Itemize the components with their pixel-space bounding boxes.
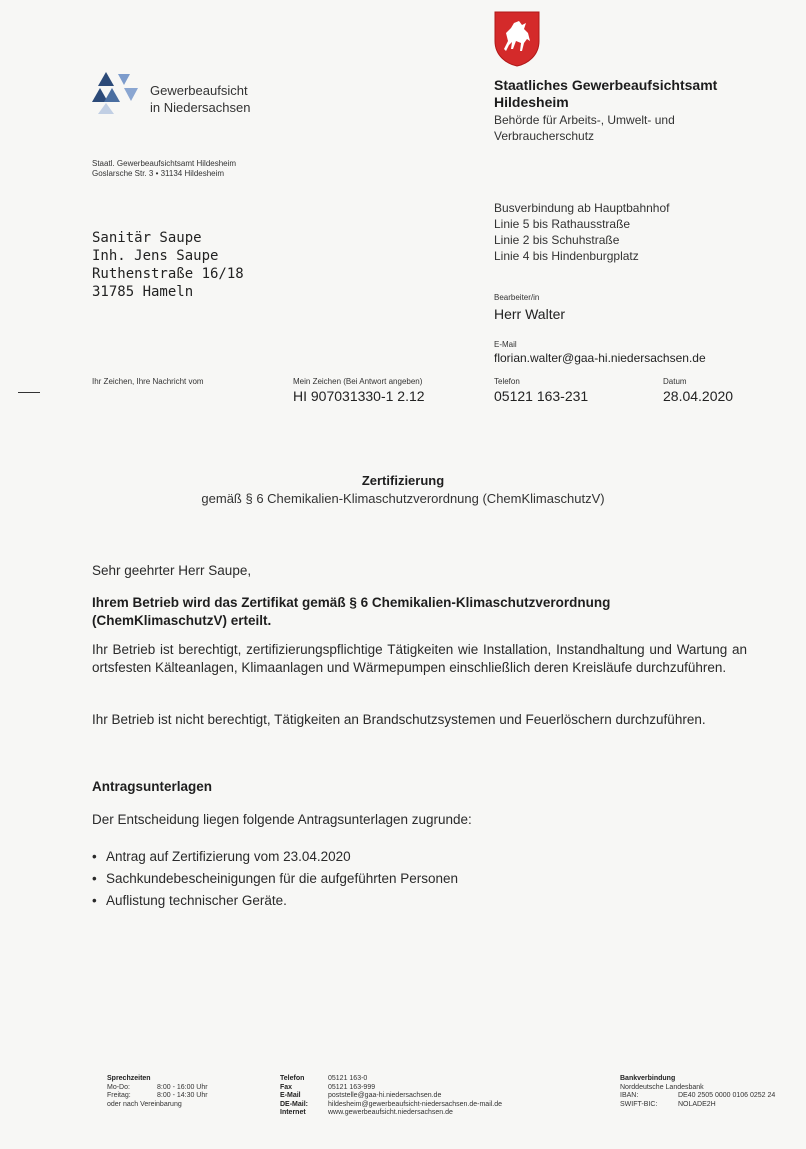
sender-line1: Staatl. Gewerbeaufsichtsamt Hildesheim [92,159,237,168]
hours-days1: Mo-Do: [107,1083,130,1091]
footer-fax-label: Fax [280,1083,293,1091]
section-heading: Antragsunterlagen [92,779,213,794]
authority-name-line2: Hildesheim [494,94,569,110]
clerk-label: Bearbeiter/in [494,293,540,302]
recipient-line3: Ruthenstraße 16/18 [92,266,244,282]
subject-title: Zertifizierung [361,473,445,488]
list-item [92,868,458,890]
decision-text: Ihrem Betrieb wird das Zertifikat gemäß § 6 Chemikalien-Klimaschutzverordnung (ChemKlimaschutzV) erteilt. [92,595,611,628]
clerk-value: Herr Walter [494,306,566,322]
footer-email-label: E-Mail [280,1092,301,1099]
recipient-line1: Sanitär Saupe [92,230,202,246]
your-ref-label: Ihr Zeichen, Ihre Nachricht vom [92,377,204,386]
bank-heading: Bankverbindung [620,1075,676,1082]
phone-value: 05121 163-231 [494,388,589,404]
footer-fax-value: 05121 163-999 [328,1083,376,1091]
permission-paragraph: Ihr Betrieb ist berechtigt, zertifizierungspflichtige Tätigkeiten wie Installation, Instandhaltung und Wartung an ortsfesten Kälteanlagen, Klimaanlagen und Wärmepumpen einschließlich deren Kreisläufe durchzuführen. [92,642,747,675]
lower-saxony-horse-crest-icon [494,11,540,67]
recipient-line2: Inh. Jens Saupe [92,248,219,264]
list-item [92,890,458,912]
hours-note: oder nach Vereinbarung [107,1100,182,1108]
footer-internet-label: Internet [280,1109,306,1116]
authority-block [494,77,774,144]
bus-line2: Linie 5 bis Rathausstraße [494,217,631,231]
gewerbeaufsicht-logo-icon [92,72,142,114]
bus-line3: Linie 2 bis Schuhstraße [494,233,620,247]
authority-name-line1: Staatliches Gewerbeaufsichtsamt [494,77,718,93]
footer-phone-value: 05121 163-0 [328,1075,368,1082]
footer-hours [107,1075,208,1109]
footer-phone-label: Telefon [280,1075,305,1082]
bus-line4: Linie 4 bis Hindenburgplatz [494,249,639,263]
logo-line1: Gewerbeaufsicht [150,83,248,98]
hours-time2: 8:00 - 14:30 Uhr [157,1092,208,1099]
footer-contact [280,1075,502,1118]
bic-value: NOLADE2H [678,1100,716,1108]
email-value: florian.walter@gaa-hi.niedersachsen.de [494,351,706,365]
sender-line2: Goslarsche Str. 3 • 31134 Hildesheim [92,169,225,178]
list-item [92,846,458,868]
fold-mark [18,392,40,393]
hours-heading: Sprechzeiten [107,1075,151,1082]
subject-subtitle: gemäß § 6 Chemikalien-Klimaschutzverordnung (ChemKlimaschutzV) [201,491,605,506]
my-ref-label: Mein Zeichen (Bei Antwort angeben) [293,377,423,386]
footer-demail-label: DE-Mail: [280,1100,308,1108]
authority-sub-line2: Verbraucherschutz [494,129,595,143]
section-intro: Der Entscheidung liegen folgende Antragsunterlagen zugrunde: [92,812,472,827]
bank-name: Norddeutsche Landesbank [620,1083,704,1091]
authority-sub-line1: Behörde für Arbeits-, Umwelt- und [494,113,675,127]
footer-demail-value: hildesheim@gewerbeaufsicht-niedersachsen.de-mail.de [328,1100,503,1108]
footer-bank [620,1075,775,1109]
logo-line2: in Niedersachsen [150,100,251,115]
bus-line1: Busverbindung ab Hauptbahnhof [494,201,670,215]
bullet-icon: • [92,893,97,908]
hours-time1: 8:00 - 16:00 Uhr [157,1083,208,1091]
bus-info [494,200,669,264]
my-ref-value: HI 907031330-1 2.12 [293,388,425,404]
restriction-paragraph: Ihr Betrieb ist nicht berechtigt, Tätigkeiten an Brandschutzsystemen und Feuerlöschern durchzuführen. [92,712,706,727]
phone-label: Telefon [494,377,520,386]
bullet-icon: • [92,871,97,886]
bic-label: SWIFT-BIC: [620,1100,658,1108]
bullet-icon: • [92,849,97,864]
list-item-text: Antrag auf Zertifizierung vom 23.04.2020 [106,849,351,864]
date-value: 28.04.2020 [663,388,734,404]
logo-text [150,82,290,116]
documents-list [92,846,458,912]
iban-value: DE40 2505 0000 0106 0252 24 [678,1092,776,1099]
recipient-line4: 31785 Hameln [92,284,194,300]
email-label: E-Mail [494,340,517,349]
list-item-text: Sachkundebescheinigungen für die aufgeführten Personen [106,871,459,886]
date-label: Datum [663,377,687,386]
footer-internet-value: www.gewerbeaufsicht.niedersachsen.de [328,1109,453,1116]
recipient-address [92,229,244,301]
footer-email-value: poststelle@gaa-hi.niedersachsen.de [328,1092,442,1099]
sender-address [92,159,236,179]
list-item-text: Auflistung technischer Geräte. [106,893,287,908]
salutation: Sehr geehrter Herr Saupe, [92,563,252,578]
hours-days2: Freitag: [107,1092,131,1099]
iban-label: IBAN: [620,1092,639,1099]
